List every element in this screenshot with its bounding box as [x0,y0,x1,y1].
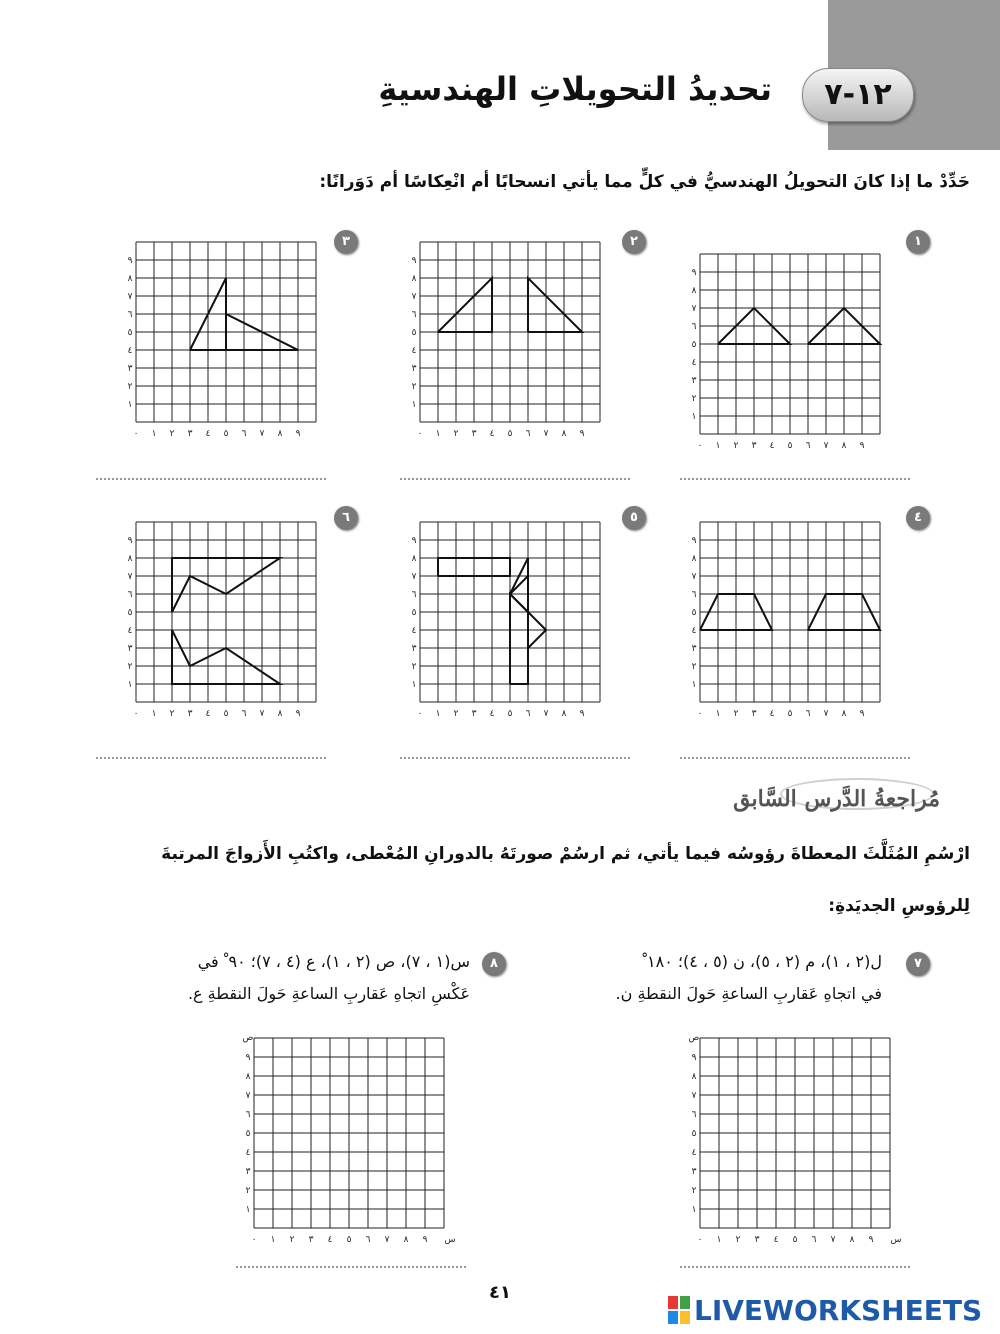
y-tick-label: ٢ [245,1186,251,1196]
x-tick-label: ٥ [223,709,229,719]
x-tick-label: ٤ [489,709,495,719]
y-tick-label: ١ [127,680,133,690]
y-tick-label: ٧ [411,292,417,302]
answer-line-1[interactable] [680,478,910,480]
y-tick-label: ٤ [127,626,133,636]
y-tick-label: ١ [411,680,417,690]
review-instruction-line1: ارْسُمِ المُثَلَّثَ المعطاةَ رؤوسُه فيما يأتي، ثم ارسُمْ صورتَهُ بالدورانِ المُعْطى، واكتُبِ الأَزواجَ المرتبةَ [161,844,970,864]
y-tick-label: ٨ [691,286,697,296]
y-axis-name: ص [688,1033,700,1043]
y-tick-label: ١ [127,400,133,410]
lesson-title: تحديدُ التحويلاتِ الهندسيةِ [378,70,772,108]
y-tick-label: ٢ [127,662,133,672]
y-tick-label: ٦ [127,590,133,600]
x-tick-label: ٣ [471,429,477,439]
x-tick-label: ٦ [241,429,247,439]
y-tick-label: ٥ [691,1129,697,1139]
x-tick-label: ٩ [295,709,301,719]
exercise-grid-1 [682,244,892,452]
x-tick-label: ٢ [733,441,739,451]
exercise-number-5: ٥ [622,506,646,530]
grid-lines [136,522,316,702]
x-tick-label: ٣ [187,709,193,719]
x-tick-label: ٤ [769,441,775,451]
y-tick-label: ٩ [691,268,697,278]
x-tick-label: ٥ [787,441,793,451]
y-tick-label: ٦ [411,310,417,320]
x-tick-label: ٥ [507,709,513,719]
x-tick-label: ١ [715,709,721,719]
exercise-grid-4 [682,512,892,720]
x-tick-label: ٤ [205,709,211,719]
y-tick-label: ٣ [411,644,417,654]
problem-7-line1: ل(٢ ، ١)، م (٢ ، ٥)، ن (٥ ، ٤)؛ ١٨٠ ْ [642,952,882,971]
y-tick-label: ٩ [245,1053,251,1063]
x-tick-label: ٦ [241,709,247,719]
x-tick-label: ٢ [289,1235,295,1245]
x-tick-label: ٦ [811,1235,817,1245]
answer-line-6[interactable] [96,757,326,759]
liveworksheets-logo-icon [668,1296,690,1324]
x-tick-label: ٧ [259,429,265,439]
x-tick-label: ٧ [543,429,549,439]
shape-outline-2 [528,278,582,332]
x-tick-label: ٩ [295,429,301,439]
answer-line-4[interactable] [680,757,910,759]
brand-logo[interactable]: LIVEWORKSHEETS [694,1294,983,1327]
y-tick-label: ٩ [411,536,417,546]
x-tick-label: ٢ [169,709,175,719]
y-tick-label: ٣ [127,364,133,374]
grid-lines [700,522,880,702]
x-tick-label: ٤ [205,429,211,439]
x-tick-label: ٣ [751,709,757,719]
y-tick-label: ٦ [691,322,697,332]
x-tick-label: ٨ [841,441,847,451]
y-tick-label: ٧ [691,1091,697,1101]
x-tick-label: ٦ [805,441,811,451]
x-tick-label: ١ [435,429,441,439]
lesson-number-badge: ١٢-٧ [802,68,914,122]
x-tick-label: ٢ [733,709,739,719]
y-tick-label: ٦ [411,590,417,600]
exercise-grid-2 [402,232,612,440]
x-tick-label: ٠ [417,709,423,719]
answer-line-5[interactable] [400,757,630,759]
y-tick-label: ٨ [127,554,133,564]
x-tick-label: ١ [435,709,441,719]
x-tick-label: ٠ [251,1235,257,1245]
y-tick-label: ٢ [691,394,697,404]
y-tick-label: ٨ [411,554,417,564]
grid-lines [700,1038,890,1228]
y-tick-label: ٢ [411,662,417,672]
y-tick-label: ٥ [127,328,133,338]
y-tick-label: ٧ [691,572,697,582]
grid-lines [254,1038,444,1228]
x-axis-name: س [890,1235,902,1245]
y-tick-label: ٦ [691,590,697,600]
exercise-number-6: ٦ [334,506,358,530]
x-tick-label: ٣ [308,1235,314,1245]
y-tick-label: ٣ [411,364,417,374]
x-tick-label: ٤ [489,429,495,439]
x-tick-label: ٠ [133,429,139,439]
x-tick-label: ٢ [735,1235,741,1245]
review-section-title: مُراجعةُ الدَّرس السَّابق [733,786,940,812]
x-tick-label: ٨ [849,1235,855,1245]
x-tick-label: ٥ [787,709,793,719]
exercise-number-4: ٤ [906,506,930,530]
x-tick-label: ٨ [561,709,567,719]
x-tick-label: ٣ [187,429,193,439]
x-tick-label: ٢ [453,429,459,439]
exercise-grid-3 [118,232,328,440]
x-tick-label: ٥ [507,429,513,439]
y-tick-label: ١ [691,680,697,690]
y-tick-label: ٢ [691,1186,697,1196]
x-tick-label: ٠ [417,429,423,439]
x-axis-name: س [444,1235,456,1245]
x-tick-label: ٤ [773,1235,779,1245]
x-tick-label: ٧ [259,709,265,719]
x-tick-label: ١ [715,441,721,451]
y-tick-label: ٤ [691,626,697,636]
shape-outline-2 [510,594,528,684]
y-tick-label: ٨ [245,1072,251,1082]
y-tick-label: ٥ [245,1129,251,1139]
x-tick-label: ٥ [223,429,229,439]
y-tick-label: ٤ [127,346,133,356]
y-tick-label: ٩ [691,536,697,546]
x-tick-label: ٧ [384,1235,390,1245]
drawing-grid-7[interactable] [680,1034,900,1246]
x-tick-label: ٦ [525,709,531,719]
y-tick-label: ٩ [127,536,133,546]
y-tick-label: ٦ [127,310,133,320]
x-tick-label: ٦ [365,1235,371,1245]
y-tick-label: ٦ [245,1110,251,1120]
x-tick-label: ٩ [859,441,865,451]
x-tick-label: ٨ [561,429,567,439]
exercise-number-2: ٢ [622,230,646,254]
y-tick-label: ٣ [245,1167,251,1177]
x-tick-label: ٣ [471,709,477,719]
y-tick-label: ٤ [691,358,697,368]
y-tick-label: ٤ [411,626,417,636]
x-tick-label: ٨ [403,1235,409,1245]
x-tick-label: ١ [151,429,157,439]
review-instruction-line2: لِلرؤوسِ الجديَدةِ: [828,896,970,916]
y-tick-label: ١ [691,1205,697,1215]
y-tick-label: ٥ [691,608,697,618]
x-tick-label: ٤ [769,709,775,719]
y-tick-label: ٧ [411,572,417,582]
x-tick-label: ٨ [277,709,283,719]
problem-8-line1: س(١ ، ٧)، ص (٢ ، ١)، ع (٤ ، ٧)؛ ٩٠ ْ في [197,952,470,971]
answer-line-8[interactable] [236,1266,466,1268]
y-tick-label: ٩ [127,256,133,266]
y-tick-label: ١ [691,412,697,422]
exercise-grid-6 [118,512,328,720]
problem-7-text [552,946,882,1010]
x-tick-label: ٠ [133,709,139,719]
y-tick-label: ٨ [411,274,417,284]
x-tick-label: ٩ [422,1235,428,1245]
y-tick-label: ٨ [127,274,133,284]
instruction-text: حَدِّدْ ما إذا كانَ التحويلُ الهندسيُّ في كلٍّ مما يأتي انسحابًا أم انْعِكاسًا أم دَوَرانًا: [319,172,970,192]
exercise-number-1: ١ [906,230,930,254]
x-tick-label: ١ [716,1235,722,1245]
x-tick-label: ٧ [823,441,829,451]
y-tick-label: ٢ [127,382,133,392]
x-tick-label: ٠ [697,1235,703,1245]
y-tick-label: ٧ [245,1091,251,1101]
y-tick-label: ٤ [691,1148,697,1158]
y-tick-label: ٥ [691,340,697,350]
y-tick-label: ٣ [691,644,697,654]
y-tick-label: ٣ [127,644,133,654]
x-tick-label: ٠ [697,441,703,451]
y-tick-label: ٧ [127,292,133,302]
x-tick-label: ١ [270,1235,276,1245]
y-axis-name: ص [242,1033,254,1043]
x-tick-label: ٧ [823,709,829,719]
x-tick-label: ٣ [751,441,757,451]
x-tick-label: ٠ [697,709,703,719]
y-tick-label: ٥ [411,608,417,618]
x-tick-label: ٨ [841,709,847,719]
x-tick-label: ٢ [453,709,459,719]
problem-number-8: ٨ [482,952,506,976]
problem-number-7: ٧ [906,952,930,976]
y-tick-label: ٧ [691,304,697,314]
y-tick-label: ٨ [691,1072,697,1082]
x-tick-label: ٧ [830,1235,836,1245]
y-tick-label: ٩ [411,256,417,266]
y-tick-label: ٢ [411,382,417,392]
y-tick-label: ٤ [245,1148,251,1158]
y-tick-label: ٥ [127,608,133,618]
problem-8-line2: عَكْسِ اتجاهِ عَقاربِ الساعةِ حَولَ النقطةِ ع. [187,984,470,1003]
x-tick-label: ٨ [277,429,283,439]
y-tick-label: ٣ [691,1167,697,1177]
x-tick-label: ٢ [169,429,175,439]
x-tick-label: ١ [151,709,157,719]
x-tick-label: ٦ [805,709,811,719]
y-tick-label: ٧ [127,572,133,582]
y-tick-label: ٩ [691,1053,697,1063]
x-tick-label: ٣ [754,1235,760,1245]
x-tick-label: ٥ [346,1235,352,1245]
y-tick-label: ٨ [691,554,697,564]
x-tick-label: ٩ [579,709,585,719]
x-tick-label: ٩ [579,429,585,439]
y-tick-label: ٤ [411,346,417,356]
x-tick-label: ٧ [543,709,549,719]
x-tick-label: ٩ [859,709,865,719]
y-tick-label: ٢ [691,662,697,672]
x-tick-label: ٩ [868,1235,874,1245]
answer-line-7[interactable] [680,1266,910,1268]
shape-outline-1 [438,278,492,332]
answer-line-2[interactable] [400,478,630,480]
problem-8-text [90,946,470,1010]
y-tick-label: ٥ [411,328,417,338]
answer-line-3[interactable] [96,478,326,480]
problem-7-line2: في اتجاهِ عَقاربِ الساعةِ حَولَ النقطةِ ن. [615,984,882,1003]
y-tick-label: ٣ [691,376,697,386]
drawing-grid-8[interactable] [234,1034,454,1246]
page-number: ٤١ [489,1282,511,1303]
x-tick-label: ٥ [792,1235,798,1245]
exercise-number-3: ٣ [334,230,358,254]
x-tick-label: ٤ [327,1235,333,1245]
exercise-grid-5 [402,512,612,720]
y-tick-label: ١ [411,400,417,410]
y-tick-label: ٦ [691,1110,697,1120]
x-tick-label: ٦ [525,429,531,439]
y-tick-label: ١ [245,1205,251,1215]
